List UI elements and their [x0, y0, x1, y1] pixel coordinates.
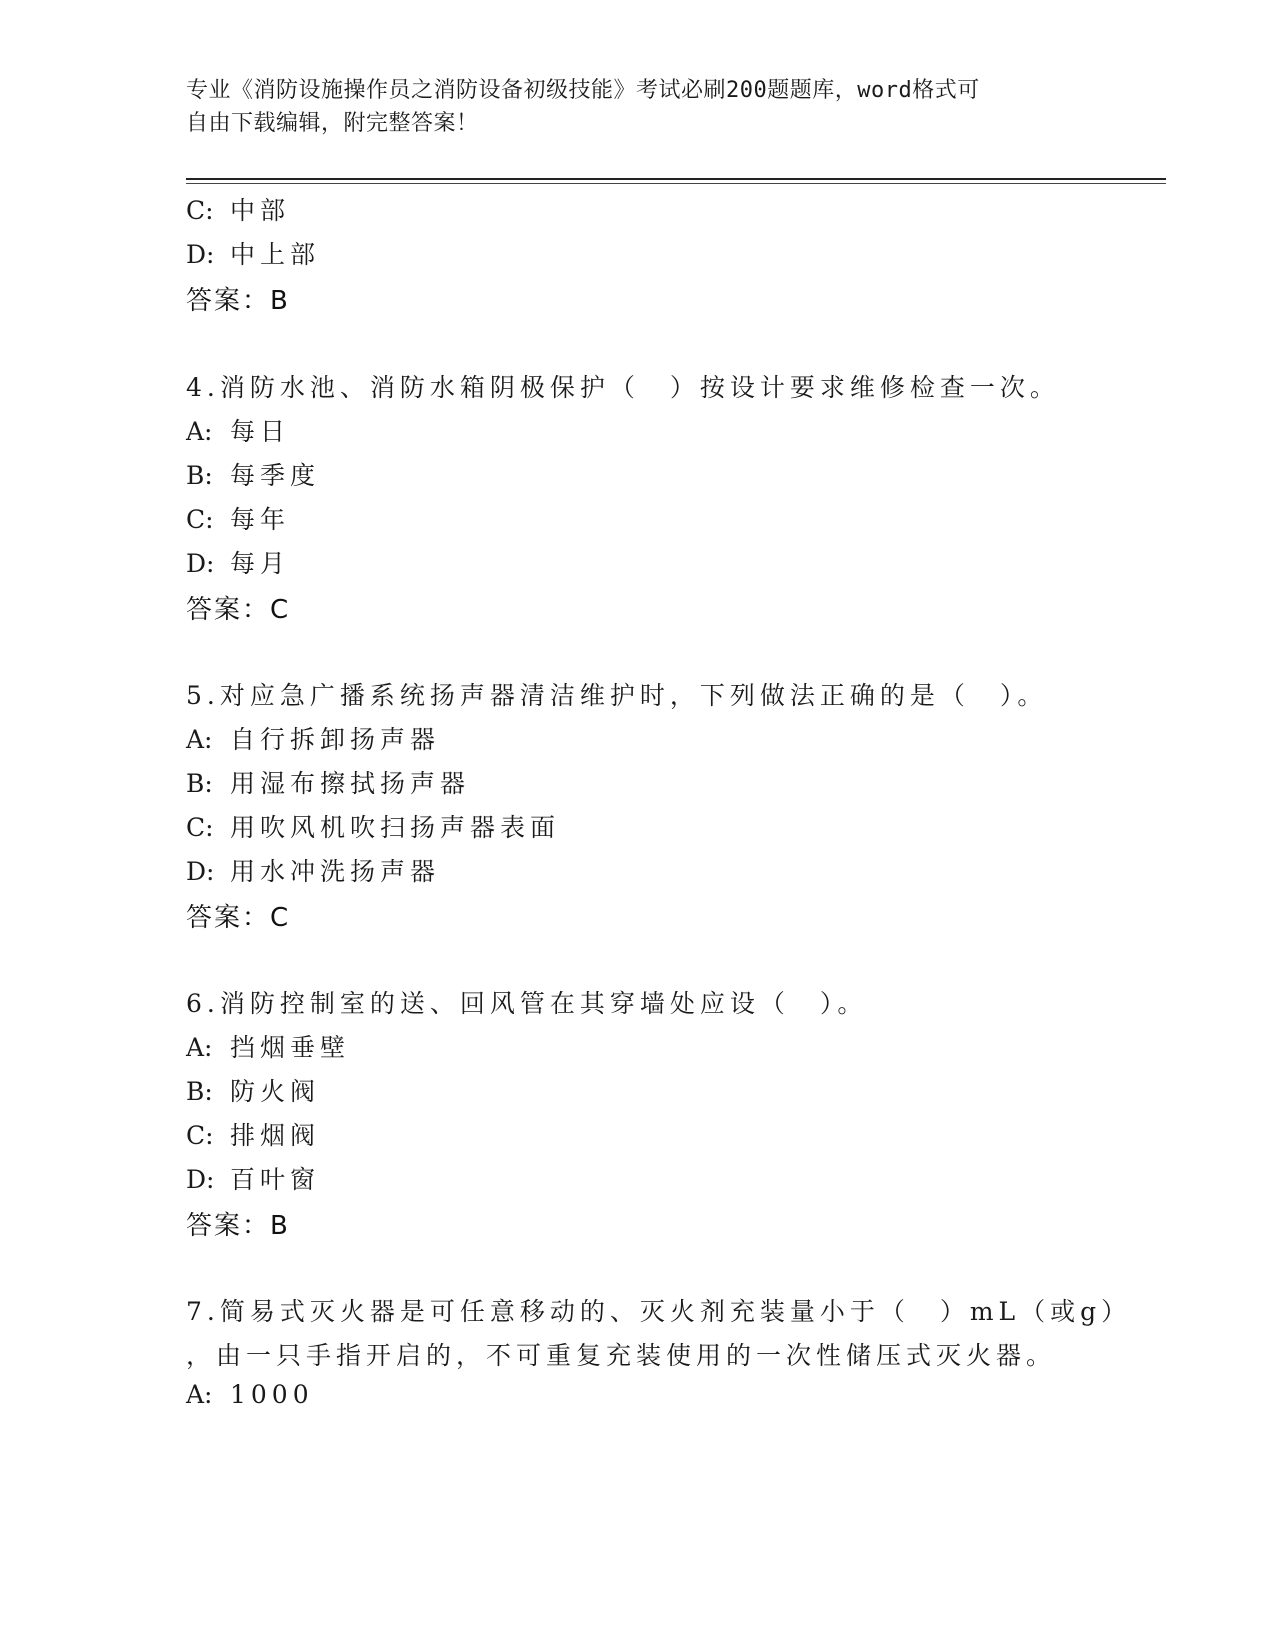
option-label: D: — [186, 240, 215, 269]
option-label: B: — [186, 769, 213, 798]
option-label: C: — [186, 196, 214, 225]
option-label: A: — [186, 417, 213, 446]
page-header — [186, 74, 1086, 140]
option-text: 自行拆卸扬声器 — [230, 725, 441, 754]
q6-option-b — [186, 1072, 320, 1108]
header-line-2: 自由下载编辑，附完整答案！ — [186, 111, 479, 136]
option-label: A: — [186, 1033, 213, 1062]
option-text: 每季度 — [230, 461, 321, 490]
q6-stem: 6.消防控制室的送、回风管在其穿墙处应设（ ）。 — [186, 989, 868, 1018]
q7-stem-line-2: ，由一只手指开启的，不可重复充装使用的一次性储压式灭火器。 — [186, 1341, 1057, 1370]
option-label: D: — [186, 549, 215, 578]
option-text: 中部 — [230, 196, 291, 225]
option-label: A: — [186, 725, 213, 754]
option-label: D: — [186, 857, 215, 886]
option-label: C: — [186, 813, 214, 842]
option-text: 挡烟垂壁 — [230, 1033, 351, 1062]
q6-option-d — [186, 1160, 320, 1196]
option-label: D: — [186, 1165, 215, 1194]
option-text: 每月 — [230, 549, 291, 578]
q7-option-a — [186, 1380, 314, 1409]
option-text: 每年 — [230, 505, 291, 534]
q3-option-d — [186, 235, 320, 271]
option-label: B: — [186, 1077, 213, 1106]
q6-option-c — [186, 1116, 320, 1152]
option-text: 排烟阀 — [230, 1121, 321, 1150]
q6-answer: 答案：B — [186, 1211, 290, 1241]
q5-stem: 5.对应急广播系统扬声器清洁维护时，下列做法正确的是（ ）。 — [186, 681, 1048, 710]
q4-stem: 4.消防水池、消防水箱阴极保护（ ）按设计要求维修检查一次。 — [186, 373, 1060, 402]
q5-answer: 答案：C — [186, 903, 291, 933]
q3-option-c — [186, 191, 290, 227]
q6-option-a — [186, 1028, 350, 1064]
q3-answer: 答案：B — [186, 286, 290, 316]
q5-option-a — [186, 720, 440, 756]
header-rule-thin — [186, 183, 1166, 184]
option-text: 每日 — [230, 417, 291, 446]
q4-option-d — [186, 544, 290, 580]
q5-option-c — [186, 808, 560, 844]
option-text: 用吹风机吹扫扬声器表面 — [230, 813, 561, 842]
option-text: 用水冲洗扬声器 — [230, 857, 441, 886]
q4-option-a — [186, 412, 290, 448]
option-label: C: — [186, 1121, 214, 1150]
q4-answer: 答案：C — [186, 595, 291, 625]
option-text: 防火阀 — [230, 1077, 321, 1106]
option-text: 百叶窗 — [230, 1165, 321, 1194]
header-line-1: 专业《消防设施操作员之消防设备初级技能》考试必刷200题题库，word格式可 — [186, 78, 980, 103]
option-text: 1000 — [230, 1380, 314, 1409]
q4-option-b — [186, 456, 320, 492]
header-rule-thick — [186, 178, 1166, 180]
option-label: B: — [186, 461, 213, 490]
option-label: C: — [186, 505, 214, 534]
q5-option-b — [186, 764, 470, 800]
option-text: 中上部 — [230, 240, 321, 269]
q5-option-d — [186, 852, 440, 888]
option-label: A: — [186, 1380, 213, 1409]
option-text: 用湿布擦拭扬声器 — [230, 769, 471, 798]
q4-option-c — [186, 500, 290, 536]
q7-stem-line-1: 7.简易式灭火器是可任意移动的、灭火剂充装量小于（ ）mL（或g） — [186, 1297, 1132, 1326]
